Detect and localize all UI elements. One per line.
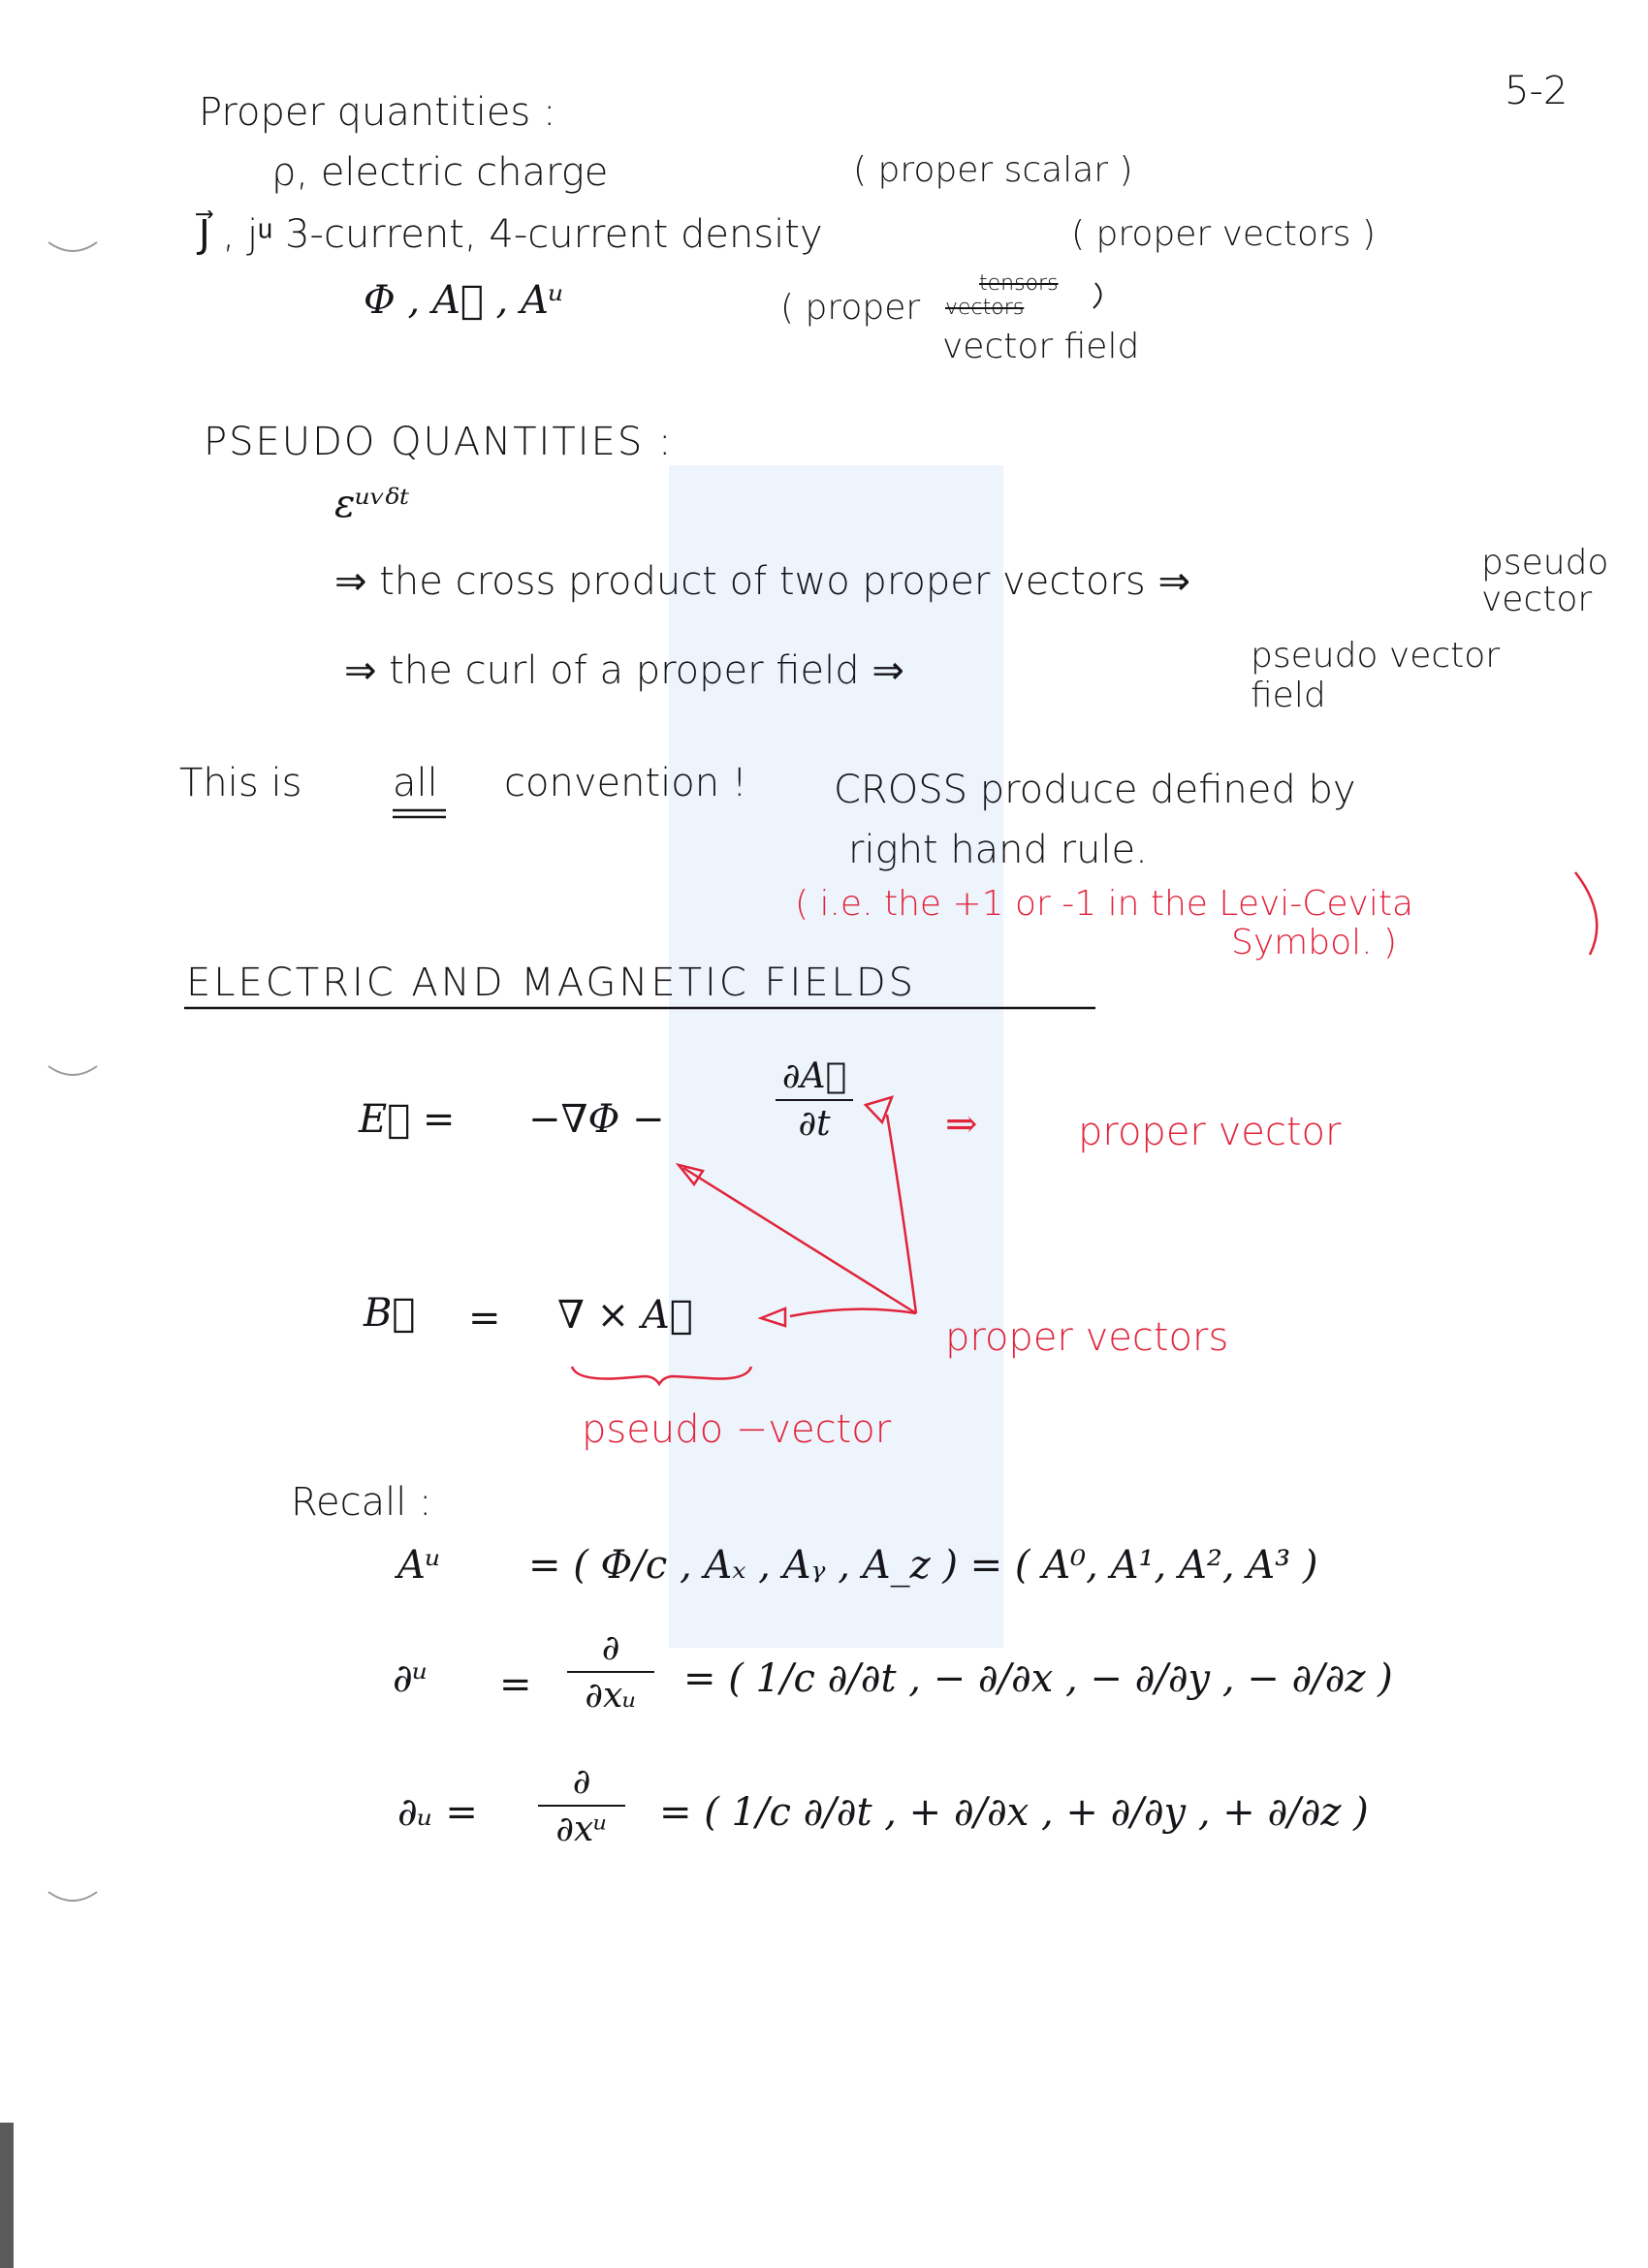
e-field-num: ∂A⃗: [781, 1056, 847, 1096]
convention-text-c: convention !: [504, 761, 747, 805]
e-field-gradient-term: −∇Φ −: [528, 1097, 665, 1142]
b-field-lhs: B⃗: [364, 1291, 416, 1336]
proper-scalar-note: ( proper scalar ): [853, 150, 1133, 190]
proper-vector-label: proper vector: [1078, 1110, 1342, 1154]
d-lower-rhs: = ( 1/c ∂/∂t , + ∂/∂x , + ∂/∂y , + ∂/∂z ): [659, 1790, 1369, 1835]
struck-word-vectors: vectors: [945, 296, 1025, 320]
red-arrow-to-gradient: [683, 1168, 916, 1313]
levi-civita-symbol: εᵘᵛᵟᵗ: [334, 482, 410, 526]
proper-line-charge: ρ, electric charge: [271, 150, 609, 195]
b-field-curl: ∇ × A⃗: [557, 1293, 693, 1338]
pseudo-item-curl: ⇒ the curl of a proper field ⇒: [344, 648, 904, 693]
d-lower-den: ∂xᵘ: [555, 1810, 608, 1850]
proper-field-note: ( proper: [780, 288, 921, 328]
proper-line-current: J⃗ , jᵘ 3-current, 4-current density: [199, 212, 823, 257]
proper-heading: Proper quantities :: [199, 90, 556, 135]
implies-arrow-red: ⇒: [945, 1102, 978, 1147]
struck-word-tensors: tensors: [979, 271, 1059, 296]
d-lower-lhs: ∂ᵤ =: [397, 1790, 478, 1835]
punch-hole-mark: [48, 1066, 97, 1075]
b-field-equals: =: [468, 1296, 501, 1340]
proper-vectors-note: ( proper vectors ): [1071, 214, 1377, 254]
red-arrow-to-A: [790, 1309, 916, 1316]
cross-product-definition: CROSS produce defined by: [834, 768, 1356, 812]
levi-civita-note: ( i.e. the +1 or -1 in the Levi-Cevita: [795, 884, 1414, 924]
pseudo-heading: PSEUDO QUANTITIES :: [204, 420, 674, 464]
d-upper-den: ∂xᵤ: [585, 1676, 637, 1717]
red-arrow-to-dA: [887, 1115, 916, 1313]
four-potential-lhs: Aᵘ: [397, 1543, 441, 1588]
levi-civita-note-symbol: Symbol. ): [1231, 923, 1398, 962]
pseudo-vector-field-result: pseudo vector field: [1251, 636, 1501, 716]
curl-brace: [572, 1367, 751, 1384]
page-number: 5-2: [1505, 69, 1569, 113]
punch-hole-mark: [48, 1892, 97, 1901]
four-potential-rhs: = ( Φ/c , Aₓ , Aᵧ , A_z ) = ( A⁰, A¹, A², A³ ): [528, 1543, 1318, 1588]
section-heading: ELECTRIC AND MAGNETIC FIELDS: [186, 961, 917, 1005]
right-hand-rule: right hand rule.: [848, 828, 1148, 872]
correction-vector-field: vector field: [942, 327, 1140, 366]
d-lower-num: ∂: [572, 1762, 591, 1802]
note-red-paren: [1575, 872, 1597, 955]
note-closing-paren: [1093, 283, 1101, 308]
pseudo-item-cross: ⇒ the cross product of two proper vectors ⇒: [334, 559, 1190, 604]
e-field-lhs: E⃗ =: [359, 1097, 456, 1142]
red-arrowhead: [679, 1165, 703, 1184]
proper-line-potential: Φ , A⃗ , Aᵘ: [364, 278, 564, 323]
recall-heading: Recall :: [291, 1480, 432, 1525]
d-upper-rhs: = ( 1/c ∂/∂t , − ∂/∂x , − ∂/∂y , − ∂/∂z ): [683, 1656, 1393, 1701]
punch-hole-mark: [48, 242, 97, 251]
d-upper-num: ∂: [601, 1628, 620, 1668]
d-upper-lhs: ∂ᵘ: [393, 1656, 428, 1701]
red-arrowhead: [761, 1308, 785, 1326]
pseudo-vector-label: pseudo −vector: [582, 1407, 892, 1452]
d-upper-equals: =: [499, 1662, 532, 1707]
convention-all: all: [393, 761, 438, 805]
convention-text-a: This is: [179, 761, 302, 805]
pseudo-vector-result: pseudo vector: [1481, 543, 1609, 619]
e-field-den: ∂t: [798, 1104, 831, 1145]
proper-vectors-label: proper vectors: [945, 1315, 1229, 1360]
